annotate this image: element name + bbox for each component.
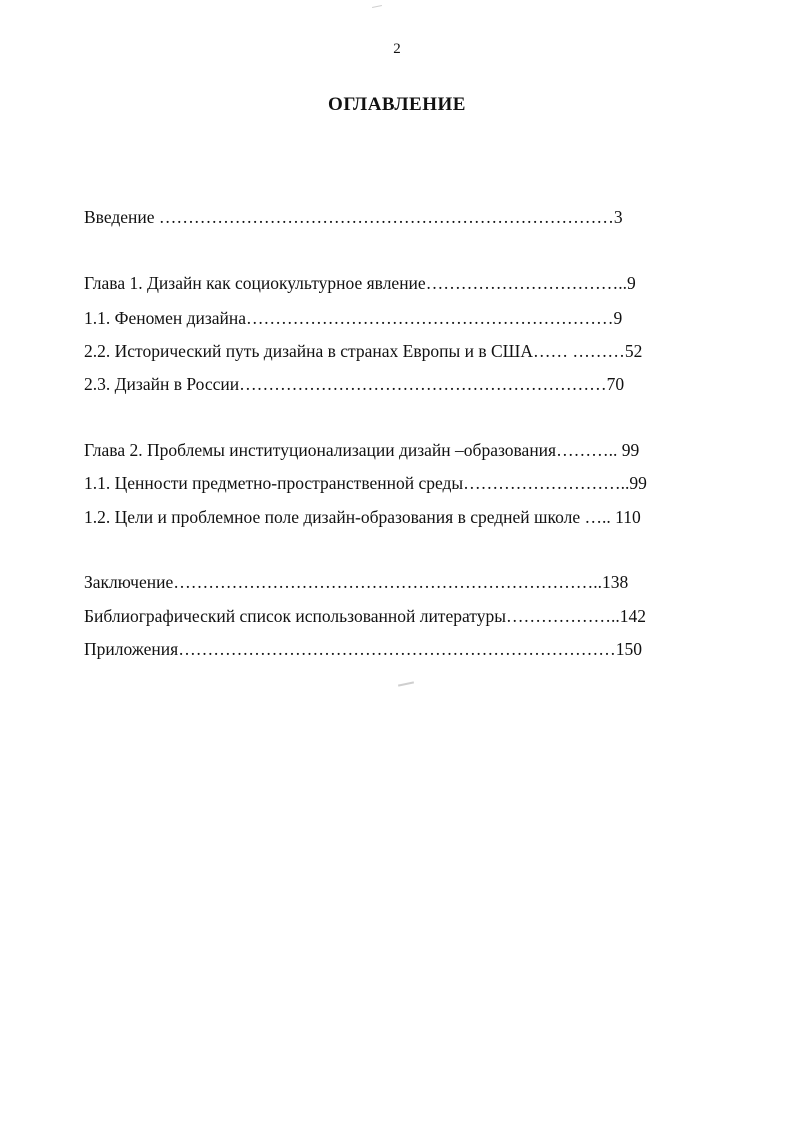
page-title: ОГЛАВЛЕНИЕ: [328, 94, 466, 115]
toc-entry-text: 1.1. Феномен дизайна………………………………………………………9: [84, 308, 623, 328]
toc-entry-introduction: [84, 205, 694, 229]
toc-entry-text: Заключение………………………………………………………………..138: [84, 572, 629, 592]
toc-entry-1-1-values: [84, 471, 694, 495]
page-number: 2: [393, 41, 401, 57]
toc-entry-text: Глава 1. Дизайн как социокультурное явление……………………………..9: [84, 273, 636, 293]
toc-entry-conclusion: [84, 570, 694, 594]
toc-entry-text: Библиографический список использованной литературы………………..142: [84, 606, 646, 626]
toc-entry-appendices: [84, 637, 694, 661]
toc-entry-1-2-goals: [84, 505, 694, 529]
toc-entry-text: Приложения…………………………………………………………………150: [84, 639, 642, 659]
toc-entry-text: 2.2. Исторический путь дизайна в странах Европы и в США…… ………52: [84, 341, 643, 361]
toc-entry-text: 1.2. Цели и проблемное поле дизайн-образования в средней школе ….. 110: [84, 507, 641, 527]
scan-mark: [398, 681, 414, 686]
toc-entry-2-3: [84, 372, 694, 396]
toc-entry-2-2: [84, 339, 694, 363]
scan-mark: [372, 5, 382, 8]
toc-entry-text: 2.3. Дизайн в России………………………………………………………70: [84, 374, 625, 394]
toc-entry-chapter-1: [84, 271, 694, 295]
toc-entry-text: 1.1. Ценности предметно-пространственной среды………………………..99: [84, 473, 647, 493]
toc-entry-chapter-2: [84, 438, 694, 462]
toc-entry-text: Глава 2. Проблемы институционализации дизайн –образования……….. 99: [84, 440, 640, 460]
toc-entry-bibliography: [84, 604, 694, 628]
toc-entry-text: Введение ……………………………………………………………………3: [84, 207, 623, 227]
toc-entry-1-1: [84, 306, 694, 330]
